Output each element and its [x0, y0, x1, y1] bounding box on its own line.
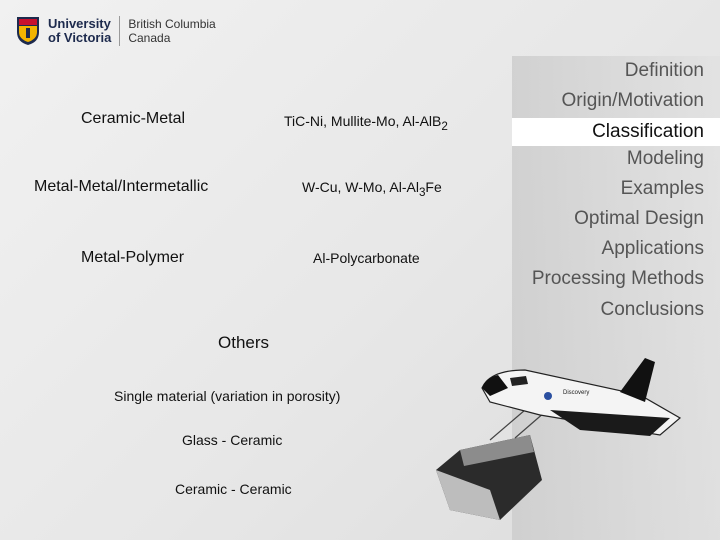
- nav-item-optimal-design[interactable]: Optimal Design: [574, 208, 704, 229]
- nav-item-classification[interactable]: Classification: [512, 118, 720, 146]
- other-item-single-material: Single material (variation in porosity): [114, 388, 341, 404]
- other-item-glass-ceramic: Glass - Ceramic: [182, 432, 283, 448]
- nav-item-definition[interactable]: Definition: [624, 60, 704, 81]
- example-text: W-Cu, W-Mo, Al-Al: [302, 179, 419, 195]
- nav-item-processing-methods[interactable]: Processing Methods: [531, 268, 704, 289]
- university-name-line1: University: [48, 16, 111, 31]
- university-name: [48, 17, 111, 45]
- region-name-line2: Canada: [128, 31, 171, 45]
- example-text-suffix: Fe: [425, 179, 442, 195]
- region-name-line1: British Columbia: [128, 17, 216, 31]
- category-ceramic-metal: Ceramic-Metal: [81, 110, 186, 127]
- nav-item-examples[interactable]: Examples: [620, 178, 704, 199]
- nav-item-modeling[interactable]: Modeling: [626, 148, 704, 169]
- nav-item-origin-motivation[interactable]: Origin/Motivation: [561, 90, 704, 111]
- logo-divider: [119, 16, 120, 46]
- svg-text:Discovery: Discovery: [563, 390, 590, 396]
- category-metal-polymer: Metal-Polymer: [81, 249, 185, 266]
- nav-item-conclusions[interactable]: Conclusions: [600, 299, 704, 320]
- university-logo: [16, 14, 216, 48]
- example-ceramic-metal: [284, 113, 448, 133]
- university-name-line2: of Victoria: [48, 30, 112, 45]
- crest-icon: [16, 16, 40, 46]
- example-text: TiC-Ni, Mullite-Mo, Al-AlB: [284, 113, 442, 129]
- example-metal-polymer: Al-Polycarbonate: [313, 250, 420, 266]
- region-name: [128, 17, 215, 45]
- others-heading: Others: [218, 333, 270, 352]
- other-item-ceramic-ceramic: Ceramic - Ceramic: [175, 481, 292, 497]
- example-subscript: 2: [441, 119, 448, 133]
- example-metal-metal: [302, 179, 442, 199]
- example-subscript: 3: [418, 185, 426, 199]
- category-metal-metal-intermetallic: Metal-Metal/Intermetallic: [34, 178, 209, 195]
- nav-item-applications[interactable]: Applications: [601, 238, 704, 259]
- space-shuttle-illustration: [430, 340, 720, 540]
